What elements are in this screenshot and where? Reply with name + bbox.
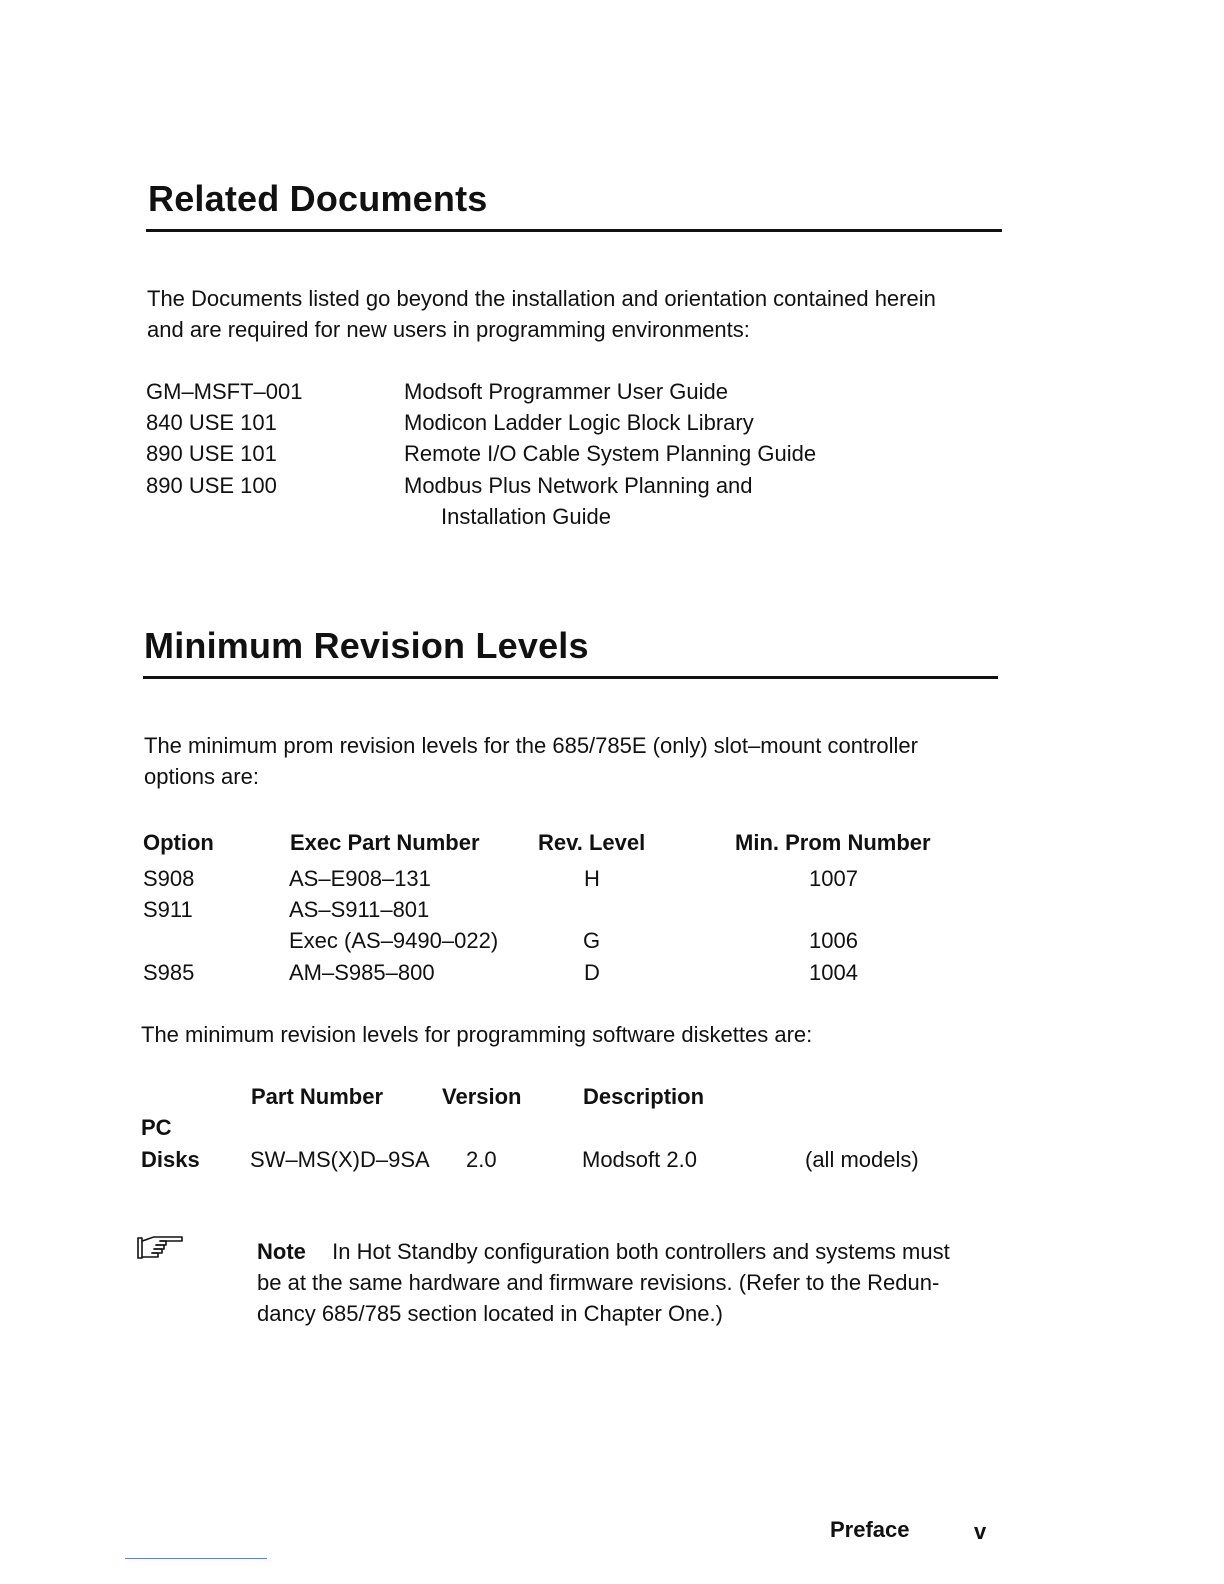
table-cell-rev: G bbox=[583, 928, 601, 953]
col-header-version: Version bbox=[442, 1084, 522, 1109]
doc-title-continuation: Installation Guide bbox=[441, 504, 611, 529]
doc-title: Modbus Plus Network Planning and bbox=[404, 473, 753, 498]
table-cell-option: S985 bbox=[143, 960, 195, 985]
table-cell-prom: 1006 bbox=[809, 928, 858, 953]
row-label-pc: PC bbox=[141, 1115, 172, 1140]
revision-intro-line-2: options are: bbox=[144, 764, 259, 789]
footer-section-title: Preface bbox=[830, 1517, 910, 1542]
col-header-rev-level: Rev. Level bbox=[538, 830, 646, 855]
table-cell-exec: AS–S911–801 bbox=[289, 897, 430, 922]
table-cell-prom: 1007 bbox=[809, 866, 858, 891]
note-text-line-3: dancy 685/785 section located in Chapter One.) bbox=[257, 1301, 723, 1326]
related-documents-heading: Related Documents bbox=[148, 178, 488, 219]
doc-title: Modicon Ladder Logic Block Library bbox=[404, 410, 754, 435]
col-header-part-number: Part Number bbox=[251, 1084, 384, 1109]
table-cell-exec: Exec (AS–9490–022) bbox=[289, 928, 499, 953]
table-cell-exec: AM–S985–800 bbox=[289, 960, 435, 985]
doc-code: 890 USE 101 bbox=[146, 441, 277, 466]
bottom-divider bbox=[125, 1558, 267, 1559]
table-cell-option: S911 bbox=[143, 897, 193, 922]
col-header-description: Description bbox=[583, 1084, 705, 1109]
doc-code: 840 USE 101 bbox=[146, 410, 277, 435]
doc-title: Modsoft Programmer User Guide bbox=[404, 379, 728, 404]
doc-title: Remote I/O Cable System Planning Guide bbox=[404, 441, 817, 466]
row-label-disks: Disks bbox=[141, 1147, 200, 1172]
table-cell-description: Modsoft 2.0 bbox=[582, 1147, 697, 1172]
col-header-exec-part: Exec Part Number bbox=[290, 830, 480, 855]
table-cell-option: S908 bbox=[143, 866, 195, 891]
minimum-revision-heading: Minimum Revision Levels bbox=[144, 625, 589, 666]
table-cell-rev: D bbox=[584, 960, 600, 985]
heading-rule bbox=[146, 229, 1002, 232]
footer-page-number: v bbox=[974, 1519, 987, 1544]
revision-intro-line-1: The minimum prom revision levels for the 685/785E (only) slot–mount controller bbox=[144, 733, 918, 758]
related-intro-line-1: The Documents listed go beyond the installation and orientation contained herein bbox=[147, 286, 936, 311]
table-cell-part: SW–MS(X)D–9SA bbox=[250, 1147, 430, 1172]
pointing-hand-icon bbox=[136, 1234, 186, 1262]
col-header-option: Option bbox=[143, 830, 214, 855]
table-cell-models: (all models) bbox=[805, 1147, 919, 1172]
doc-code: GM–MSFT–001 bbox=[146, 379, 303, 404]
table-cell-exec: AS–E908–131 bbox=[289, 866, 431, 891]
table-cell-prom: 1004 bbox=[809, 960, 858, 985]
table-cell-rev: H bbox=[584, 866, 600, 891]
note-text-line-2: be at the same hardware and firmware revisions. (Refer to the Redun- bbox=[257, 1270, 940, 1295]
heading-rule bbox=[143, 676, 998, 679]
col-header-min-prom: Min. Prom Number bbox=[735, 830, 931, 855]
note-text-line-1: In Hot Standby configuration both controllers and systems must bbox=[332, 1239, 950, 1264]
software-intro: The minimum revision levels for programming software diskettes are: bbox=[141, 1022, 813, 1047]
related-intro-line-2: and are required for new users in programming environments: bbox=[147, 317, 750, 342]
table-cell-version: 2.0 bbox=[466, 1147, 497, 1172]
doc-code: 890 USE 100 bbox=[146, 473, 277, 498]
note-label: Note bbox=[257, 1239, 306, 1264]
